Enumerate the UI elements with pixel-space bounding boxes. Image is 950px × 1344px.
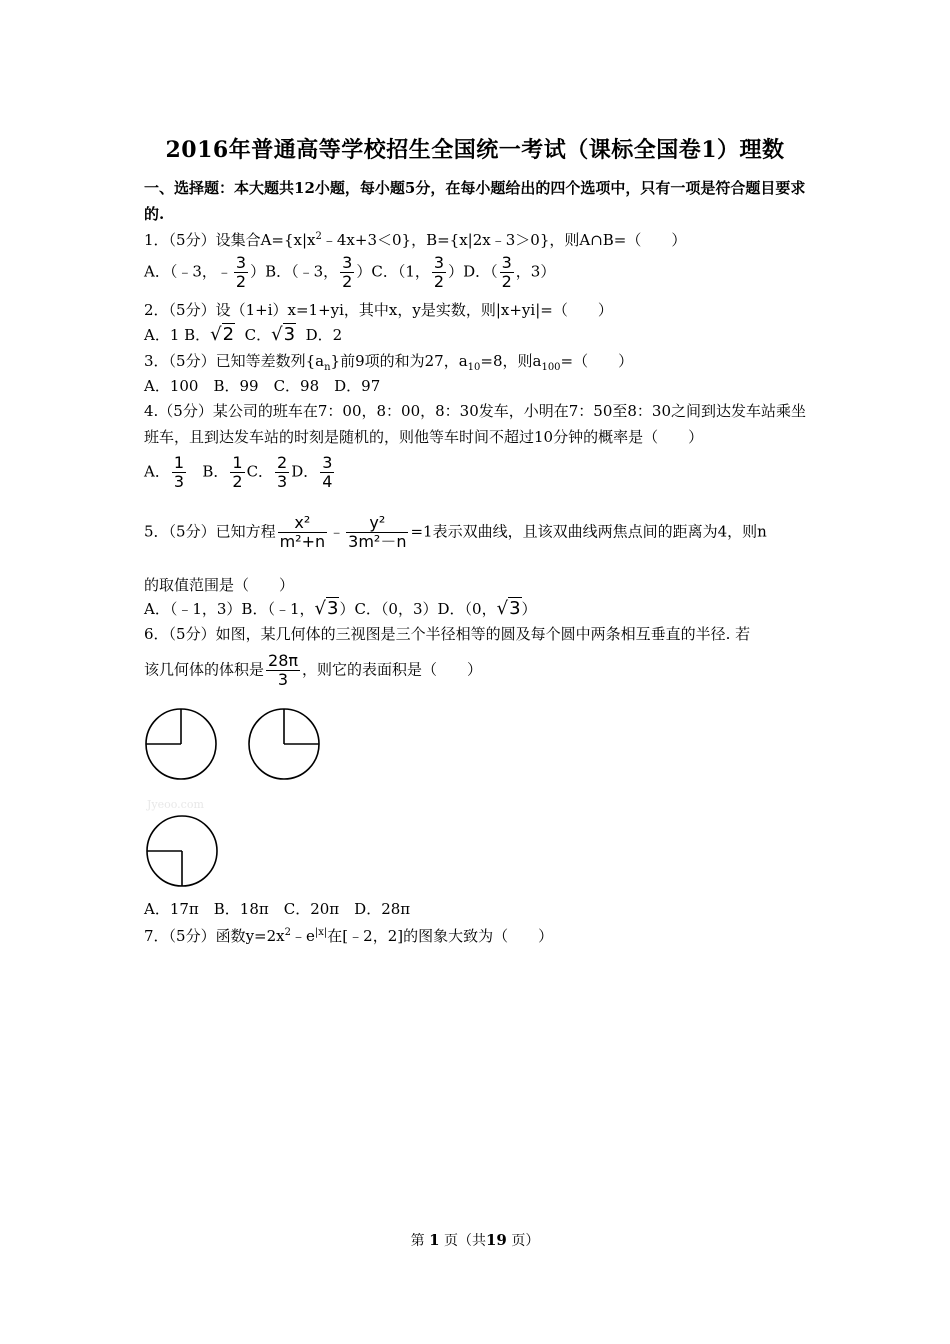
- fraction: $\frac{3}{2}$: [433, 253, 445, 291]
- question-7-stem: 7．（5分）函数$y=2x^2﹣e^{|x|}$在[﹣2，2]的图象大致为（ ）: [144, 927, 554, 945]
- question-1-options: A．（﹣3，﹣ $\frac{3}{2}$ ）B．（﹣3， $\frac{3}{2}$ ）C．（1， $\frac{3}{2}$ ）D．（ $\frac{3}{2}$ ，3）: [144, 253, 556, 291]
- fraction: $\frac{3}{2}$: [501, 253, 512, 291]
- top-view-circle: [147, 816, 217, 886]
- question-4-stem: 4.（5分）某公司的班车在7：00，8：00，8：30发车，小明在7：50至8：30之间到达发车站乘坐班车，且到达发车站的时刻是随机的，则他等车时间不超过10分钟的概率是（ ）: [144, 402, 807, 446]
- watermark: Jyeoo.com: [147, 798, 204, 811]
- question-5-stem: 5．（5分）已知方程 $\frac{\text{x²}}{\text{m²+n}}$ ﹣ $\frac{\text{y²}}{\text{3m²－n}}$ =1表示双曲线，且该双曲线两焦点间的距离为4，则n: [144, 513, 767, 551]
- sqrt-symbol: √3: [314, 598, 339, 619]
- front-view-circle: [146, 709, 216, 779]
- fraction: $\frac{28\pi}{3}$: [268, 651, 299, 689]
- fraction: $\frac{3}{2}$: [342, 253, 353, 291]
- question-1-stem: 1．（5分）设集合$A=\{x|x^2﹣4x+3<0\}$，B={x|2x﹣3＞0}，则A∩B=（ ）: [144, 231, 687, 249]
- question-2-options: A．1 B．√2 C．√3 D．2: [144, 324, 343, 345]
- question-5-options: A．（﹣1，3）B．（﹣1，√3）C．（0，3）D．（0，√3）: [144, 598, 537, 619]
- question-4-options: A． $\frac{1}{3}$ B． $\frac{1}{2}$ C． $\frac{2}{3}$ D． $\frac{3}{4}$: [144, 453, 333, 491]
- fraction: $\frac{1}{3}$: [173, 453, 185, 491]
- page-title: 2016年普通高等学校招生全国统一考试（课标全国卷1）理数: [165, 137, 785, 163]
- section-heading: 一、选择题：本大题共12小题，每小题5分，在每小题给出的四个选项中，只有一项是符合题目要求的.: [144, 179, 806, 223]
- fraction: $\frac{\text{y²}}{\text{3m²－n}}$: [348, 513, 407, 551]
- fraction: $\frac{1}{2}$: [232, 453, 243, 491]
- page-footer: 第 1 页（共19 页）: [410, 1231, 540, 1249]
- sqrt-symbol: √3: [271, 324, 296, 345]
- side-view-circle: [249, 709, 319, 779]
- sqrt-symbol: √2: [210, 324, 235, 345]
- question-6-stem-cont: 该几何体的体积是 $\frac{28\pi}{3}$ ，则它的表面积是（ ）: [144, 651, 483, 689]
- fraction: $\frac{3}{2}$: [235, 253, 247, 291]
- question-6-options: A．17π B．18π C．20π D．28π: [144, 900, 411, 918]
- question-2-stem: 2．（5分）设（1+i）x=1+yi，其中x，y是实数，则|x+yi|=（ ）: [144, 301, 613, 319]
- question-3-options: A．100 B．99 C．98 D．97: [144, 377, 381, 395]
- question-6-stem: 6．（5分）如图，某几何体的三视图是三个半径相等的圆及每个圆中两条相互垂直的半径. 若: [144, 625, 751, 643]
- fraction: $\frac{3}{4}$: [322, 453, 333, 491]
- fraction: $\frac{2}{3}$: [277, 453, 288, 491]
- fraction: $\frac{\text{x²}}{\text{m²+n}}$: [279, 513, 326, 551]
- sqrt-symbol: √3: [496, 598, 521, 619]
- question-5-stem-cont: 的取值范围是（ ）: [144, 576, 295, 594]
- question-3-stem: 3．（5分）已知等差数列$\{a_n\}$前9项的和为27，$a_{10}=8$，则$a_{100}=$（ ）: [144, 352, 634, 373]
